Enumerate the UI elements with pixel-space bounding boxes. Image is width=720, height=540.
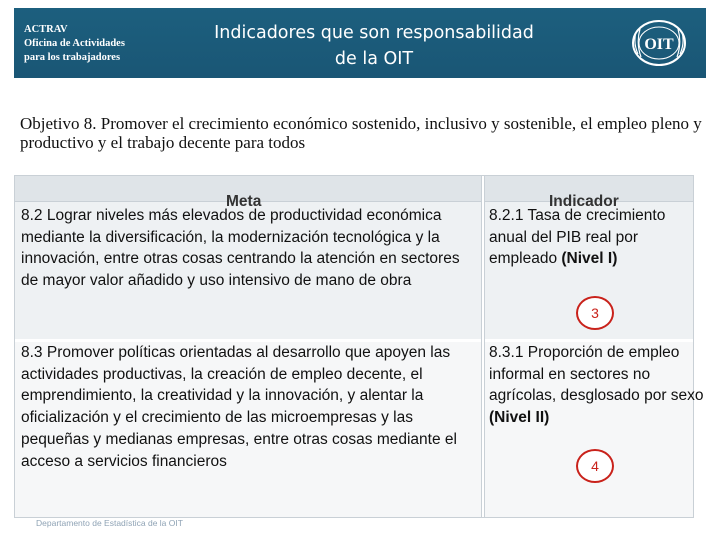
meta-8-2: 8.2 Lograr niveles más elevados de productividad económica mediante la diversificación, la modernización tecnológica y la innovación, entre otras cosas centrando la atención en sectores de mayor valor añadido y uso intensivo de mano de obra: [21, 207, 460, 290]
column-header-meta: Meta: [226, 193, 262, 210]
indicator-8-3-1: [489, 342, 704, 429]
slide-title: Indicadores que son responsabilidad de la OIT: [214, 23, 534, 69]
indicator-level: (Nivel I): [561, 250, 618, 268]
org-name-line1: Oficina de Actividades: [24, 38, 125, 49]
circled-number-badge: 4: [576, 449, 614, 483]
column-divider: [481, 176, 485, 517]
footer-credit: Departamento de Estadística de la OIT: [36, 518, 183, 528]
indicator-text: 8.3.1 Proporción de empleo informal en sectores no agrícolas, desglosado por sexo: [489, 344, 704, 405]
org-name-line2: para los trabajadores: [24, 52, 121, 63]
objective-text: Objetivo 8. Promover el crecimiento económico sostenido, inclusivo y sostenible, el empleo pleno y productivo y el trabajo decente para todos: [20, 114, 702, 152]
indicator-level: (Nivel II): [489, 409, 550, 427]
circled-number-badge: 3: [576, 296, 614, 330]
organization-name: [24, 23, 184, 65]
indicator-8-2-1: [489, 205, 704, 270]
column-header-indicador: Indicador: [549, 193, 619, 210]
org-acronym: ACTRAV: [24, 24, 68, 35]
indicator-text: 8.2.1 Tasa de crecimiento anual del PIB real por empleado: [489, 207, 666, 268]
logo-text: OIT: [644, 36, 674, 53]
meta-8-3: 8.3 Promover políticas orientadas al desarrollo que apoyen las actividades productivas, la creación de empleo decente, el emprendimiento, la creatividad y la innovación, y alentar la oficialización y el crecimiento de las microempresas y las pequeñas y medianas empresas, entre otras cosas mediante el acceso a servicios financieros: [21, 344, 457, 470]
slide-header: [14, 8, 706, 78]
ilo-logo: [630, 18, 688, 68]
